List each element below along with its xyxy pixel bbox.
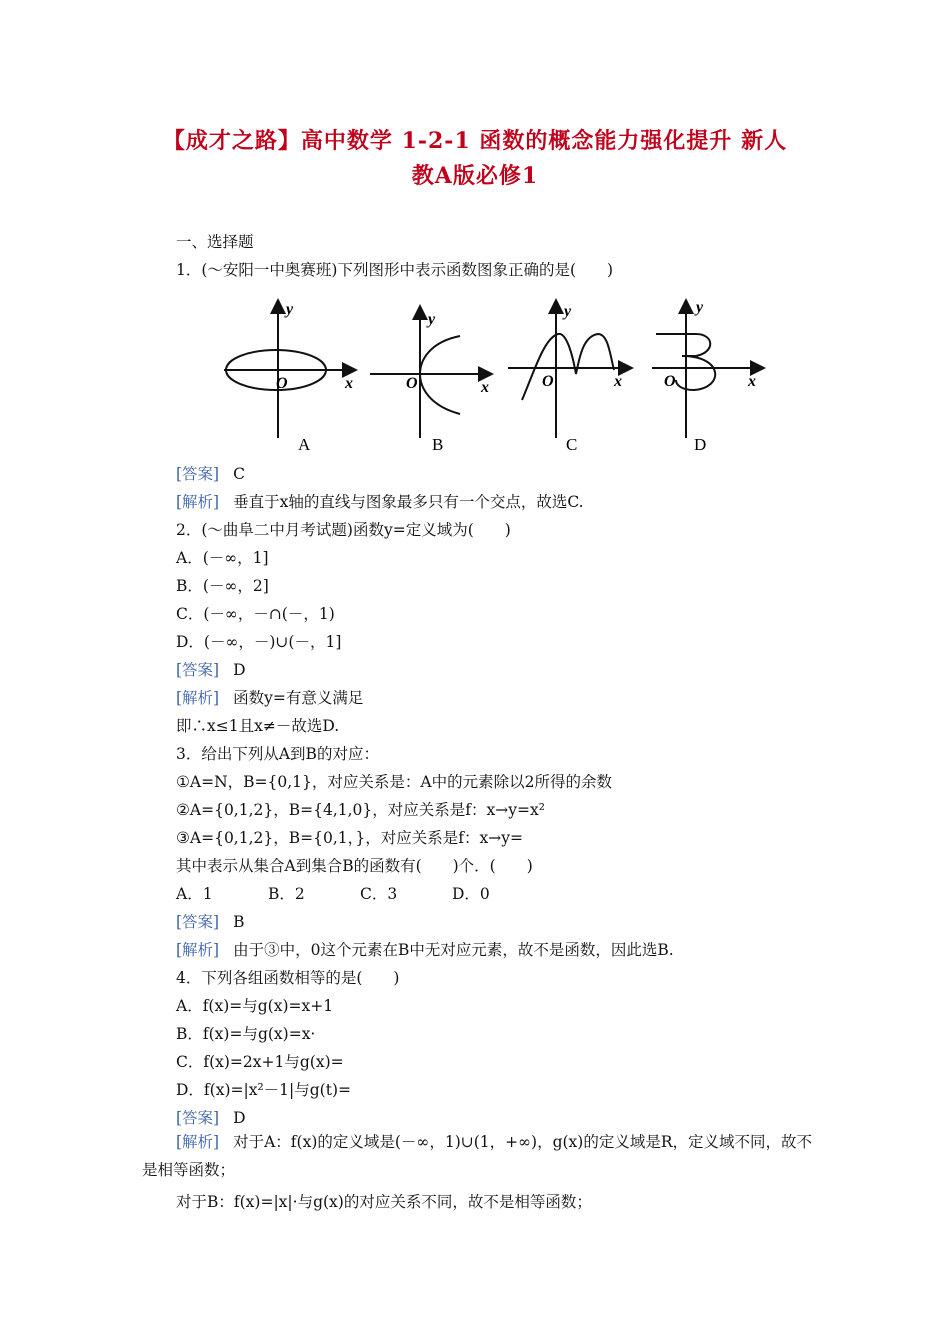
q3-question: 其中表示从集合A到集合B的函数有( )个．( ): [176, 857, 533, 875]
q3-item-2: ②A={0,1,2}，B={4,1,0}，对应关系是f：x→y=x²: [176, 801, 545, 819]
q1-graph-figure: [214, 292, 774, 462]
q2-option-b: B．(－∞，2]: [176, 577, 269, 595]
q3-option-c: C．3: [360, 885, 398, 903]
answer-tag: [答案]: [176, 913, 220, 931]
q3-option-d: D．0: [452, 885, 490, 903]
q4-option-d: D．f(x)=|x²－1|与g(t)=: [176, 1081, 351, 1099]
q4-analysis-b: 对于B：f(x)=|x|·与g(x)的对应关系不同，故不是相等函数；: [176, 1193, 592, 1211]
q3-answer-value: B: [233, 913, 245, 931]
q4-option-b: B．f(x)=与g(x)=x·: [176, 1025, 316, 1043]
q2-option-a: A．(－∞，1]: [176, 549, 269, 567]
q2-analysis-text: 函数y=有意义满足: [233, 689, 364, 707]
q2-option-d: D．(－∞，－)∪(－，1]: [176, 633, 342, 651]
graph-b-x-label: x: [481, 379, 489, 396]
q2-stem: 2．(～曲阜二中月考试题)函数y=定义域为( ): [176, 521, 511, 539]
section-heading: 一、选择题: [176, 233, 254, 251]
graph-a-x-label: x: [345, 375, 353, 392]
graph-c-x-label: x: [614, 373, 622, 390]
answer-tag: [答案]: [176, 465, 220, 483]
q3-options: [176, 882, 544, 904]
analysis-tag: [解析]: [176, 1133, 220, 1151]
graph-b-y-label: y: [428, 311, 436, 328]
graph-d: [652, 299, 762, 454]
graph-a-origin: O: [276, 375, 288, 392]
q3-analysis-text: 由于③中，0这个元素在B中无对应元素，故不是函数，因此选B.: [233, 941, 674, 959]
q4-answer: [176, 1106, 246, 1128]
q3-option-a: A．1: [176, 885, 213, 903]
analysis-tag: [解析]: [176, 941, 220, 959]
q3-item-1: ①A=N，B={0,1}，对应关系是：A中的元素除以2所得的余数: [176, 773, 612, 791]
graph-b-origin: O: [406, 375, 418, 392]
analysis-tag: [解析]: [176, 493, 220, 511]
graph-b: [370, 308, 490, 454]
q3-item-3: ③A={0,1,2}，B={0,1，}，对应关系是f：x→y=: [176, 829, 523, 847]
q3-answer: [176, 910, 245, 932]
q2-option-c: C．(－∞，－∩(－，1): [176, 605, 335, 623]
q2-analysis: [176, 686, 363, 708]
q1-analysis: [176, 490, 584, 512]
q4-option-a: A．f(x)=与g(x)=x+1: [176, 997, 334, 1015]
q3-stem: 3．给出下列从A到B的对应：: [176, 745, 379, 763]
graph-b-label: B: [432, 435, 444, 454]
q3-analysis: [176, 938, 674, 960]
q4-option-c: C．f(x)=2x+1与g(x)=: [176, 1053, 344, 1071]
graph-c-label: C: [566, 435, 578, 454]
q4-stem: 4．下列各组函数相等的是( ): [176, 969, 400, 987]
document-title-line-1: 【成才之路】高中数学 1-2-1 函数的概念能力强化提升 新人: [162, 128, 788, 154]
q2-answer-value: D: [233, 661, 246, 679]
q1-stem: 1．(～安阳一中奥赛班)下列图形中表示函数图象正确的是( ): [176, 261, 614, 279]
graph-c: [508, 302, 630, 454]
graph-c-y-label: y: [564, 303, 572, 320]
answer-tag: [答案]: [176, 1109, 220, 1127]
graph-d-x-label: x: [748, 373, 756, 390]
q1-answer: [176, 462, 245, 484]
analysis-tag: [解析]: [176, 689, 220, 707]
graph-d-origin: O: [664, 373, 676, 390]
answer-tag: [答案]: [176, 661, 220, 679]
graph-a-y-label: y: [286, 301, 294, 318]
q2-answer: [176, 658, 246, 680]
q3-option-b: B．2: [268, 885, 305, 903]
q1-answer-value: C: [233, 465, 245, 483]
graph-d-y-label: y: [696, 299, 704, 316]
graph-c-origin: O: [542, 373, 554, 390]
graph-a: [224, 301, 354, 454]
q4-analysis: [142, 1128, 822, 1184]
q2-analysis-cont: 即∴x≤1且x≠－故选D.: [176, 717, 340, 735]
graph-d-label: D: [694, 435, 707, 454]
document-title-line-2: 教A版必修1: [411, 163, 539, 189]
graph-a-label: A: [298, 435, 311, 454]
q1-analysis-text: 垂直于x轴的直线与图象最多只有一个交点，故选C.: [233, 493, 584, 511]
q4-answer-value: D: [233, 1109, 246, 1127]
q4-analysis-text: 对于A：f(x)的定义域是(－∞，1)∪(1，+∞)，g(x)的定义域是R，定义域不同，故不是相等函数；: [142, 1133, 813, 1179]
